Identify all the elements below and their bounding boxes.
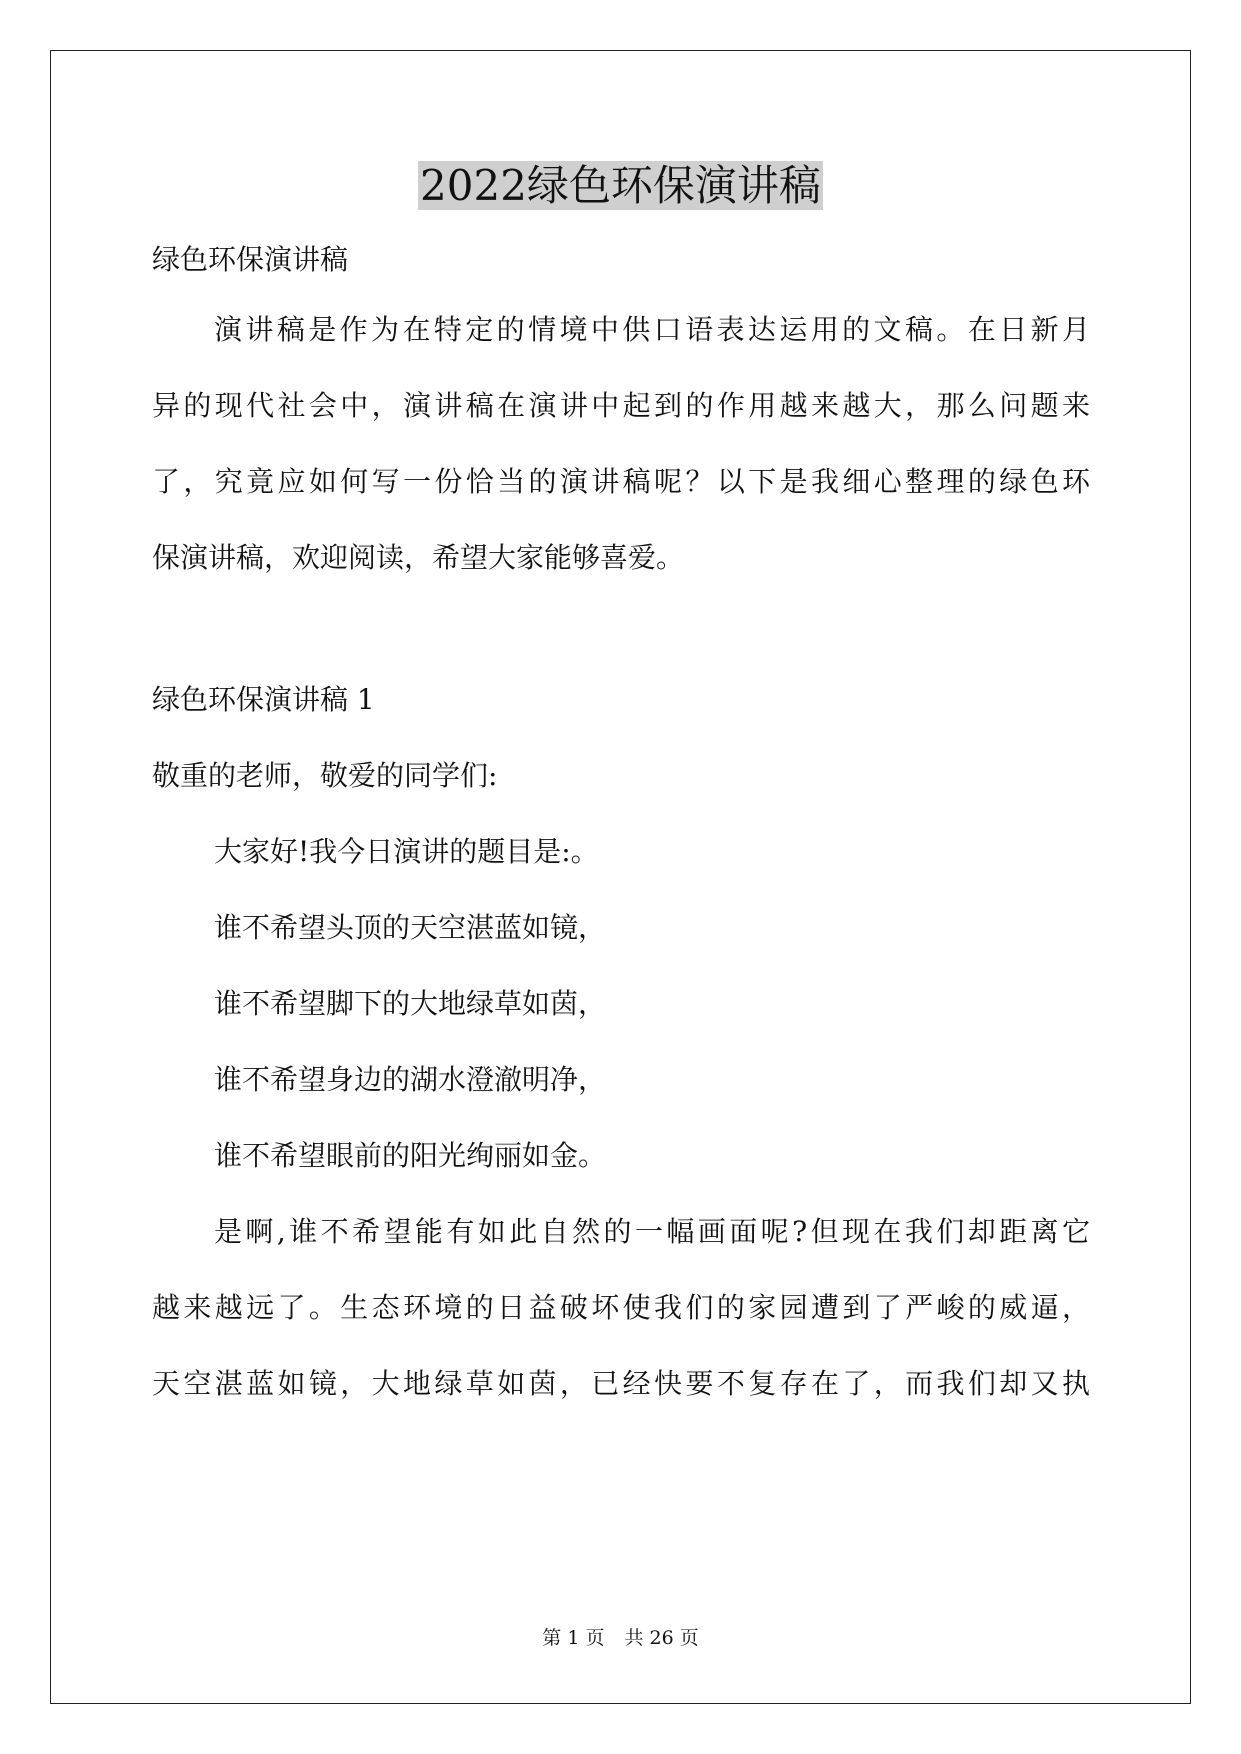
salutation: 敬重的老师，敬爱的同学们:: [152, 759, 498, 792]
verse-line-1: 谁不希望头顶的天空湛蓝如镜，: [214, 911, 607, 944]
verse-line-3: 谁不希望身边的湖水澄澈明净，: [214, 1063, 607, 1096]
document-title: [0, 158, 1241, 214]
greeting: 大家好!我今日演讲的题目是:。: [214, 835, 599, 868]
intro-line-4: 保演讲稿，欢迎阅读，希望大家能够喜爱。: [152, 541, 685, 574]
body-line-2: 越来越远了。生态环境的日益破坏使我们的家园遭到了严峻的威逼，: [152, 1291, 1090, 1324]
section-heading: 绿色环保演讲稿 1: [152, 683, 375, 716]
body-line-3: 天空湛蓝如镜，大地绿草如茵，已经快要不复存在了，而我们却又执: [152, 1367, 1090, 1400]
intro-line-1: 演讲稿是作为在特定的情境中供口语表达运用的文稿。在日新月: [214, 313, 1090, 346]
page-border: [50, 50, 1191, 1704]
intro-line-3: 了，究竟应如何写一份恰当的演讲稿呢？以下是我细心整理的绿色环: [152, 465, 1090, 498]
intro-line-2: 异的现代社会中，演讲稿在演讲中起到的作用越来越大，那么问题来: [152, 389, 1090, 422]
page-number: 第 1 页: [542, 1627, 605, 1649]
body-line-1: 是啊,谁不希望能有如此自然的一幅画面呢?但现在我们却距离它: [214, 1215, 1090, 1248]
page-total: 共 26 页: [624, 1627, 699, 1649]
document-title-text: 2022绿色环保演讲稿: [420, 161, 821, 210]
page-footer: [0, 1625, 1241, 1651]
verse-line-2: 谁不希望脚下的大地绿草如茵，: [214, 987, 607, 1020]
document-subtitle: 绿色环保演讲稿: [152, 243, 349, 276]
verse-line-4: 谁不希望眼前的阳光绚丽如金。: [214, 1139, 607, 1172]
